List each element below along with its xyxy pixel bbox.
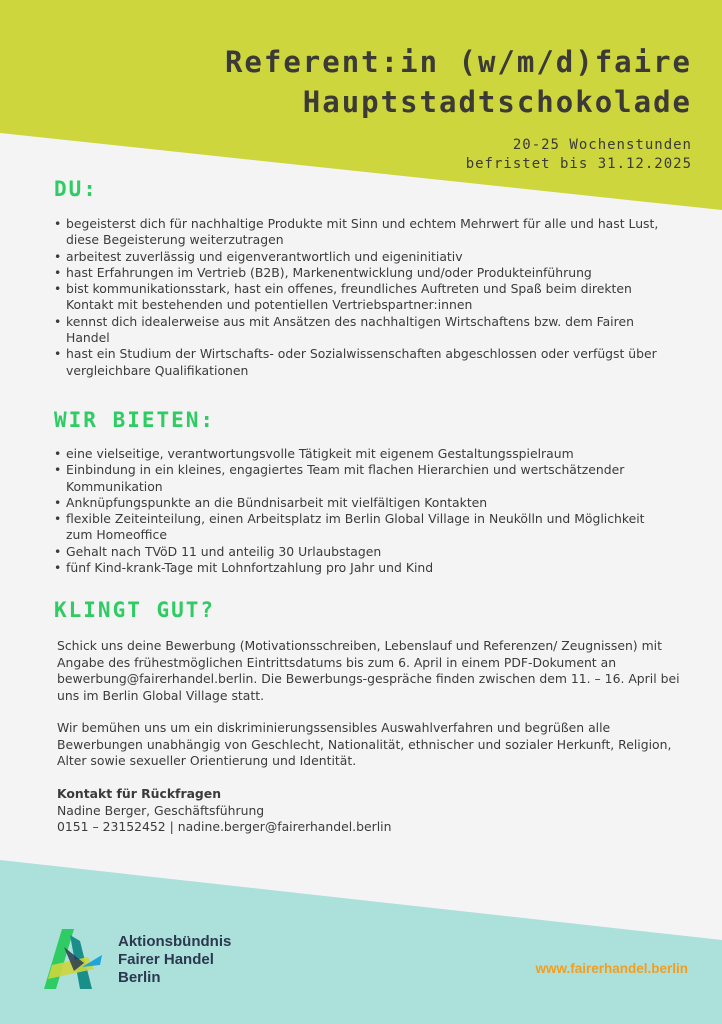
contact-heading: Kontakt für Rückfragen xyxy=(57,786,222,801)
list-item: • Gehalt nach TVöD 11 und anteilig 30 Urlaubstagen xyxy=(54,544,674,560)
application-paragraph: Schick uns deine Bewerbung (Motivationsschreiben, Lebenslauf und Referenzen/ Zeugnissen) mit Angabe des frühestmöglichen Eintrittsdatums bis zum 6. April in einem PDF-Dokument an bewerbung@fairerhandel.berlin. Die Bewerbungs-gespräche finden zwischen dem 11. – 16. April bei uns im Berlin Global Village statt. xyxy=(57,638,680,703)
list-item: • flexible Zeiteinteilung, einen Arbeitsplatz im Berlin Global Village in Neukölln und Möglichkeit zum Homeoffice xyxy=(54,511,674,544)
du-list xyxy=(54,216,674,379)
weekly-hours: 20-25 Wochenstunden xyxy=(512,137,692,153)
list-item: • begeisterst dich für nachhaltige Produkte mit Sinn und echtem Mehrwert für alle und hast Lust, diese Begeisterung weiterzutragen xyxy=(54,216,674,249)
list-item: • bist kommunikationsstark, hast ein offenes, freundliches Auftreten und Spaß beim direkten Kontakt mit bestehenden und potentiellen Vertriebspartner:innen xyxy=(54,281,674,314)
contact-details: 0151 – 23152452 | nadine.berger@fairerhandel.berlin xyxy=(57,819,392,834)
job-title-line: Referent:in (w/m/d)faire xyxy=(224,45,692,79)
job-title-line: Hauptstadtschokolade xyxy=(302,85,692,119)
list-item: • Anknüpfungspunkte an die Bündnisarbeit mit vielfältigen Kontakten xyxy=(54,495,674,511)
list-item: • hast Erfahrungen im Vertrieb (B2B), Markenentwicklung und/oder Produkteinführung xyxy=(54,265,674,281)
job-subtitle xyxy=(466,136,692,174)
wir-bieten-list xyxy=(54,446,674,576)
diversity-paragraph: Wir bemühen uns um ein diskriminierungssensibles Auswahlverfahren und begrüßen alle Bewerbungen unabhängig von Geschlecht, Nationalität, ethnischer und sozialer Herkunft, Religion, Alter sowie sexueller Orientierung und Identität. xyxy=(57,720,672,768)
contact-block xyxy=(57,786,391,836)
job-title xyxy=(225,42,692,122)
logo-line: Berlin xyxy=(118,969,161,986)
list-item: • eine vielseitige, verantwortungsvolle Tätigkeit mit eigenem Gestaltungsspielraum xyxy=(54,446,674,462)
organization-logo-text xyxy=(118,933,231,987)
logo-line: Aktionsbündnis xyxy=(118,933,232,950)
contract-term: befristet bis 31.12.2025 xyxy=(465,156,692,172)
website-link[interactable]: www.fairerhandel.berlin xyxy=(535,961,688,976)
section-heading-du: DU: xyxy=(54,177,98,201)
logo-line: Fairer Handel xyxy=(118,951,214,968)
list-item: • fünf Kind-krank-Tage mit Lohnfortzahlung pro Jahr und Kind xyxy=(54,560,674,576)
list-item: • hast ein Studium der Wirtschafts- oder Sozialwissenschaften abgeschlossen oder verfügst über vergleichbare Qualifikationen xyxy=(54,346,674,379)
section-heading-klingt-gut: KLINGT GUT? xyxy=(54,598,216,622)
contact-name: Nadine Berger, Geschäftsführung xyxy=(57,802,265,818)
list-item: • arbeitest zuverlässig und eigenverantwortlich und eigeninitiativ xyxy=(54,249,674,265)
section-heading-wir-bieten: WIR BIETEN: xyxy=(54,408,216,432)
list-item: • Einbindung in ein kleines, engagiertes Team mit flachen Hierarchien und wertschätzender Kommunikation xyxy=(54,462,674,495)
list-item: • kennst dich idealerweise aus mit Ansätzen des nachhaltigen Wirtschaftens bzw. dem Fairen Handel xyxy=(54,314,674,347)
a-logo-mark-icon xyxy=(44,927,108,991)
